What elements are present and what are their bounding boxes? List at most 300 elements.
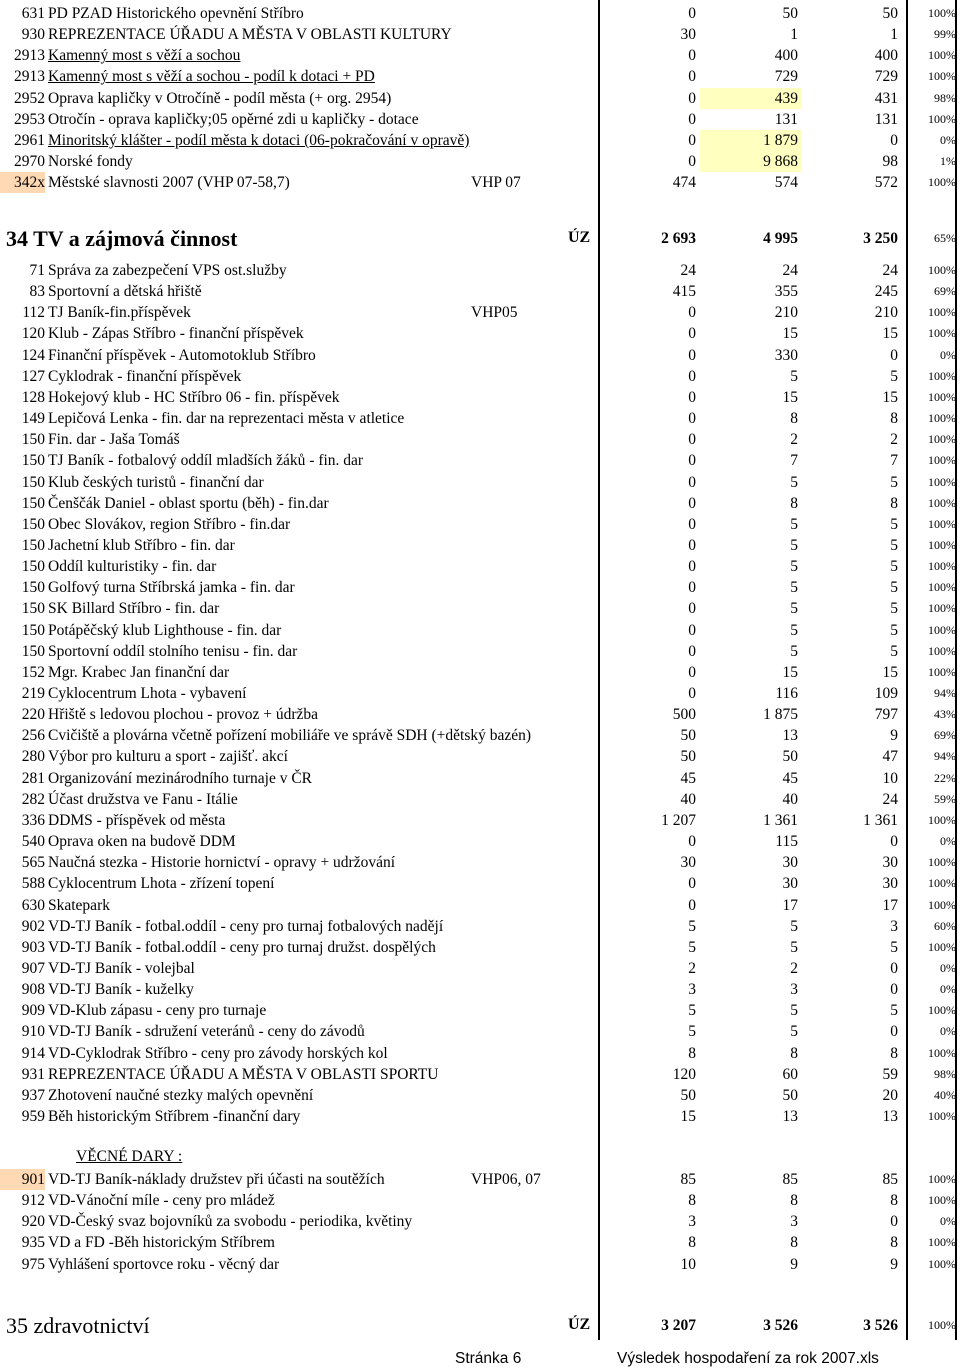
row-code: 2970 [14,153,45,171]
row-percent: 22% [934,770,956,785]
row-percent: 100% [928,897,956,912]
table-row [0,130,960,151]
row-name: REPREZENTACE ÚŘADU A MĚSTA V OBLASTI SPORTU [48,1065,439,1083]
section-35-header [0,1312,960,1340]
row-actual: 2 [890,431,898,449]
row-budget-adjusted: 8 [790,494,798,512]
table-row [0,789,960,810]
row-budget-adjusted: 2 [790,959,798,977]
row-budget-approved: 5 [688,1023,696,1041]
section-34-percent: 65% [934,231,956,245]
row-actual: 5 [890,473,898,491]
row-actual: 15 [882,663,898,681]
row-budget-adjusted: 5 [790,621,798,639]
row-actual: 13 [882,1108,898,1125]
table-row [0,514,960,535]
row-name: Běh historickým Stříbrem -finanční dary [48,1108,301,1125]
table-row [0,598,960,619]
row-code: 912 [21,1192,45,1210]
row-budget-adjusted: 5 [790,367,798,385]
row-budget-approved: 0 [688,515,696,533]
row-budget-adjusted: 210 [774,304,798,322]
row-percent: 100% [928,537,956,552]
section-35-budget-adjusted: 3 526 [763,1317,798,1334]
row-budget-adjusted: 2 [790,431,798,449]
row-name: Správa za zabezpečení VPS ost.služby [48,262,287,279]
row-actual: 5 [890,515,898,533]
row-percent: 0% [940,347,956,362]
row-name: Potápěčský klub Lighthouse - fin. dar [48,621,282,639]
row-name: Minoritský klášter - podíl města k dotaci (06-pokračování v opravě) [48,131,470,149]
row-actual: 0 [890,1023,898,1041]
row-name: VD-TJ Baník-náklady družstev při účasti na soutěžích [48,1171,385,1188]
row-actual: 729 [874,68,898,86]
row-code: 959 [21,1108,45,1125]
row-budget-approved: 40 [680,790,696,808]
row-percent: 100% [928,6,956,20]
row-code: 149 [21,410,45,428]
row-budget-adjusted: 17 [782,896,798,914]
table-row [0,151,960,172]
row-actual: 10 [882,769,898,787]
row-percent: 1% [940,154,956,169]
row-name: Hokejový klub - HC Stříbro 06 - fin. příspěvek [48,388,340,406]
table-row [0,1254,960,1275]
row-actual: 8 [890,1192,898,1210]
row-budget-adjusted: 5 [790,600,798,618]
row-code: 282 [21,790,45,808]
footer-page: Stránka 6 [455,1350,522,1367]
row-code: 128 [21,388,45,406]
row-code: 2952 [14,89,45,107]
row-name: VD-TJ Baník - volejbal [48,959,195,977]
row-budget-approved: 8 [688,1044,696,1062]
row-percent: 0% [940,982,956,997]
row-actual: 5 [890,579,898,597]
row-budget-adjusted: 40 [782,790,798,808]
row-percent: 69% [934,728,956,743]
row-actual: 1 361 [863,811,898,829]
row-budget-adjusted: 13 [782,727,798,745]
row-budget-approved: 3 [688,1213,696,1231]
row-actual: 59 [882,1065,898,1083]
row-budget-adjusted: 85 [782,1171,798,1188]
row-budget-adjusted: 30 [782,875,798,893]
row-budget-adjusted: 5 [790,1023,798,1041]
row-percent: 100% [928,622,956,637]
row-code: 150 [21,536,45,554]
row-name: PD PZAD Historického opevnění Stříbro [48,5,304,22]
row-actual: 24 [882,790,898,808]
row-percent: 100% [928,939,956,954]
row-budget-approved: 5 [688,938,696,956]
row-actual: 30 [882,854,898,872]
row-percent: 94% [934,749,956,764]
row-percent: 100% [928,1235,956,1250]
table-row [0,408,960,429]
row-code: 150 [21,473,45,491]
row-budget-approved: 0 [688,346,696,364]
row-budget-adjusted: 8 [790,1044,798,1062]
row-percent: 100% [928,812,956,827]
row-percent: 100% [928,1172,956,1186]
table-row [0,1064,960,1085]
row-code: 937 [21,1086,45,1104]
row-code: 920 [21,1213,45,1231]
row-code: 630 [21,896,45,914]
row-code: 931 [21,1065,45,1083]
row-name: Cyklocentrum Lhota - vybavení [48,685,247,702]
row-percent: 100% [928,263,956,277]
row-percent: 100% [928,559,956,574]
row-budget-adjusted: 116 [775,685,798,702]
row-actual: 8 [890,1234,898,1252]
table-row [0,577,960,598]
table-row [0,1085,960,1106]
table-row [0,958,960,979]
row-budget-approved: 0 [688,431,696,449]
row-percent: 60% [934,918,956,933]
row-name: REPREZENTACE ÚŘADU A MĚSTA V OBLASTI KULTURY [48,26,452,44]
row-budget-approved: 5 [688,917,696,935]
row-budget-adjusted: 5 [790,1002,798,1020]
row-budget-approved: 0 [688,153,696,171]
row-name: Oddíl kulturistiky - fin. dar [48,558,217,576]
row-actual: 9 [890,727,898,745]
row-name: VD-Vánoční míle - ceny pro mládež [48,1192,275,1210]
row-name: Obec Slovákov, region Stříbro - fin.dar [48,515,291,533]
row-code: 256 [21,727,45,745]
row-code: 2913 [14,47,45,65]
footer-file: Výsledek hospodaření za rok 2007.xls [617,1350,879,1367]
row-actual: 98 [882,153,898,171]
row-code: 150 [21,558,45,576]
row-percent: 100% [928,453,956,468]
row-actual: 109 [874,685,898,702]
row-budget-approved: 24 [680,262,696,279]
row-budget-approved: 0 [688,494,696,512]
row-actual: 0 [890,346,898,364]
row-percent: 100% [928,1256,956,1271]
section-34-header [0,225,960,253]
row-budget-adjusted: 15 [782,663,798,681]
row-budget-adjusted: 5 [790,642,798,660]
row-name: Hřiště s ledovou plochou - provoz + údržba [48,706,319,724]
row-budget-adjusted: 50 [782,1086,798,1104]
row-actual: 5 [890,1002,898,1020]
row-code: 914 [21,1044,45,1062]
table-row [0,387,960,408]
table-row [0,746,960,767]
row-code: 120 [21,325,45,343]
section-34-budget-approved: 2 693 [661,230,696,247]
vecne-dary-heading: VĚCNÉ DARY : [76,1148,183,1165]
row-budget-approved: 2 [688,959,696,977]
table-row [0,366,960,387]
row-budget-approved: 0 [688,47,696,65]
table-row [0,24,960,45]
row-budget-adjusted: 60 [782,1065,798,1083]
row-percent: 100% [928,601,956,616]
row-percent: 100% [928,432,956,447]
row-actual: 5 [890,938,898,956]
row-budget-approved: 5 [688,1002,696,1020]
row-budget-approved: 0 [688,685,696,702]
section-34-budget-adjusted: 4 995 [763,230,798,247]
row-code: 901 [21,1171,45,1188]
row-budget-adjusted: 355 [774,283,798,301]
row-budget-adjusted: 50 [782,748,798,766]
table-row [0,472,960,493]
row-budget-approved: 0 [688,579,696,597]
row-budget-adjusted: 7 [790,452,798,470]
row-code: 909 [21,1002,45,1020]
row-actual: 245 [874,283,898,301]
row-budget-adjusted: 9 868 [763,153,798,171]
row-percent: 59% [934,791,956,806]
row-budget-adjusted: 5 [790,558,798,576]
row-percent: 100% [928,876,956,891]
row-budget-approved: 85 [680,1171,696,1188]
table-row [0,1000,960,1021]
table-row [0,768,960,789]
row-actual: 5 [890,367,898,385]
row-percent: 98% [934,1066,956,1081]
table-row [0,979,960,1000]
row-budget-adjusted: 330 [774,346,798,364]
row-budget-approved: 0 [688,68,696,86]
row-code: 336 [21,811,45,829]
row-name: VD-TJ Baník - fotbal.oddíl - ceny pro turnaj fotbalových nadějí [48,917,444,935]
row-budget-approved: 0 [688,833,696,851]
row-name: Norské fondy [48,153,133,171]
row-budget-approved: 30 [680,26,696,44]
row-budget-adjusted: 729 [774,68,798,86]
table-row [0,429,960,450]
row-budget-adjusted: 1 361 [763,811,798,829]
row-code: 2913 [14,68,45,86]
row-budget-approved: 3 [688,981,696,999]
row-name: Jachetní klub Stříbro - fin. dar [48,536,235,554]
row-actual: 572 [874,174,898,192]
row-budget-adjusted: 45 [782,769,798,787]
row-budget-adjusted: 30 [782,854,798,872]
table-row [0,831,960,852]
row-budget-approved: 0 [688,896,696,914]
row-actual: 85 [882,1171,898,1188]
row-code: 83 [29,283,45,301]
row-budget-adjusted: 8 [790,410,798,428]
row-actual: 797 [874,706,898,724]
row-budget-approved: 474 [672,174,696,192]
row-budget-approved: 0 [688,410,696,428]
row-name: VD-Cyklodrak Stříbro - ceny pro závody horských kol [48,1044,388,1062]
row-code: 908 [21,981,45,999]
section-34-uz: ÚZ [568,229,591,246]
section-35-uz: ÚZ [568,1316,591,1333]
row-actual: 0 [890,131,898,149]
row-name: Kamenný most s věží a sochou - podíl k dotaci + PD [48,68,375,86]
row-name: VD-TJ Baník - sdružení veteránů - ceny do závodů [48,1023,365,1041]
table-row [0,873,960,894]
row-budget-adjusted: 1 875 [763,706,798,724]
table-row [0,1043,960,1064]
row-name: Oprava oken na budově DDM [48,833,236,851]
row-actual: 1 [890,26,898,44]
section-34-title: 34 TV a zájmová činnost [6,226,238,251]
row-name: Vyhlášení sportovce roku - věcný dar [48,1255,280,1273]
row-name: Výbor pro kulturu a sport - zajišť. akcí [48,748,288,766]
table-row [0,1211,960,1232]
row-budget-approved: 500 [672,706,696,724]
table-row [0,302,960,323]
row-code: 150 [21,642,45,660]
table-row [0,323,960,344]
row-name: Klub - Zápas Stříbro - finanční příspěvek [48,325,304,343]
row-actual: 5 [890,600,898,618]
row-name: VD a FD -Běh historickým Stříbrem [48,1234,275,1252]
row-code: 150 [21,494,45,512]
row-code: 124 [21,346,45,364]
table-row [0,1232,960,1253]
row-name: Oprava kapličky v Otročíně - podíl města (+ org. 2954) [48,89,392,107]
row-budget-approved: 8 [688,1192,696,1210]
row-code: 565 [21,854,45,872]
table-row [0,556,960,577]
row-budget-approved: 10 [680,1255,696,1273]
row-budget-adjusted: 15 [782,388,798,406]
table-row [0,1106,960,1127]
row-name: VD-TJ Baník - kuželky [48,981,194,999]
row-code: 902 [21,917,45,935]
row-percent: 100% [928,1193,956,1208]
table-row [0,172,960,193]
row-percent: 0% [940,834,956,849]
row-code: 2953 [14,110,45,128]
row-budget-approved: 0 [688,875,696,893]
table-row [0,620,960,641]
row-budget-adjusted: 3 [790,981,798,999]
section-35-title: 35 zdravotnictví [6,1313,150,1338]
table-row [0,88,960,109]
row-name: VD-TJ Baník - fotbal.oddíl - ceny pro turnaj družst. dospělých [48,938,436,956]
row-name: Organizování mezinárodního turnaje v ČR [48,769,313,787]
row-budget-adjusted: 1 [790,26,798,44]
row-budget-approved: 15 [680,1108,696,1125]
row-budget-approved: 0 [688,558,696,576]
row-budget-adjusted: 8 [790,1234,798,1252]
row-budget-approved: 30 [680,854,696,872]
row-budget-adjusted: 5 [790,938,798,956]
row-budget-approved: 0 [688,325,696,343]
row-budget-adjusted: 5 [790,515,798,533]
row-budget-approved: 0 [688,89,696,107]
row-actual: 15 [882,325,898,343]
row-percent: 100% [928,1003,956,1018]
row-budget-approved: 1 207 [661,811,696,829]
row-budget-approved: 0 [688,131,696,149]
row-percent: 100% [928,305,956,320]
row-code: 150 [21,621,45,639]
row-code: 903 [21,938,45,956]
row-code: 152 [21,663,45,681]
row-budget-approved: 0 [688,304,696,322]
row-name: Cyklodrak - finanční příspěvek [48,367,242,385]
row-actual: 8 [890,410,898,428]
table-row [0,895,960,916]
row-actual: 5 [890,558,898,576]
row-code: 631 [21,5,45,22]
row-code: 342x [14,174,45,192]
row-vhp: VHP 07 [471,174,521,192]
row-budget-adjusted: 50 [782,5,798,22]
row-percent: 100% [928,411,956,426]
table-row [0,260,960,281]
row-actual: 0 [890,959,898,977]
row-budget-adjusted: 400 [774,47,798,65]
row-actual: 3 [890,917,898,935]
row-budget-adjusted: 8 [790,1192,798,1210]
row-percent: 100% [928,111,956,126]
row-budget-approved: 0 [688,600,696,618]
table-row [0,1190,960,1211]
row-name: Klub českých turistů - finanční dar [48,473,264,491]
row-budget-adjusted: 1 879 [763,131,798,149]
table-row [0,281,960,302]
table-row [0,641,960,662]
row-code: 975 [21,1255,45,1273]
row-budget-approved: 0 [688,110,696,128]
row-budget-adjusted: 131 [774,110,798,128]
row-budget-adjusted: 3 [790,1213,798,1231]
row-budget-approved: 50 [680,1086,696,1104]
row-budget-approved: 50 [680,748,696,766]
row-budget-approved: 0 [688,5,696,22]
row-budget-adjusted: 574 [774,174,798,192]
row-name: Sportovní oddíl stolního tenisu - fin. dar [48,642,298,660]
row-actual: 7 [890,452,898,470]
row-budget-approved: 0 [688,367,696,385]
table-row [0,535,960,556]
row-actual: 30 [882,875,898,893]
row-percent: 100% [928,474,956,489]
table-row [0,493,960,514]
row-percent: 0% [940,960,956,975]
row-percent: 0% [940,132,956,147]
row-percent: 100% [928,664,956,679]
row-percent: 100% [928,580,956,595]
row-actual: 15 [882,388,898,406]
row-budget-approved: 0 [688,452,696,470]
row-name: Cvičiště a plovárna včetně pořízení mobiliáře ve správě SDH (+dětský bazén) [48,727,532,745]
row-name: Zhotovení naučné stezky malých opevnění [48,1086,314,1104]
row-name: Naučná stezka - Historie hornictví - opravy + udržování [48,854,396,872]
row-percent: 100% [928,855,956,870]
row-budget-approved: 0 [688,388,696,406]
row-actual: 400 [874,47,898,65]
row-percent: 100% [928,175,956,190]
row-budget-approved: 45 [680,769,696,787]
row-name: Golfový turna Stříbrská jamka - fin. dar [48,579,295,597]
row-vhp: VHP06, 07 [471,1171,541,1188]
row-code: 280 [21,748,45,766]
row-percent: 100% [928,368,956,383]
row-actual: 0 [890,833,898,851]
row-budget-approved: 0 [688,621,696,639]
table-row [0,66,960,87]
row-actual: 8 [890,1044,898,1062]
row-percent: 100% [928,495,956,510]
